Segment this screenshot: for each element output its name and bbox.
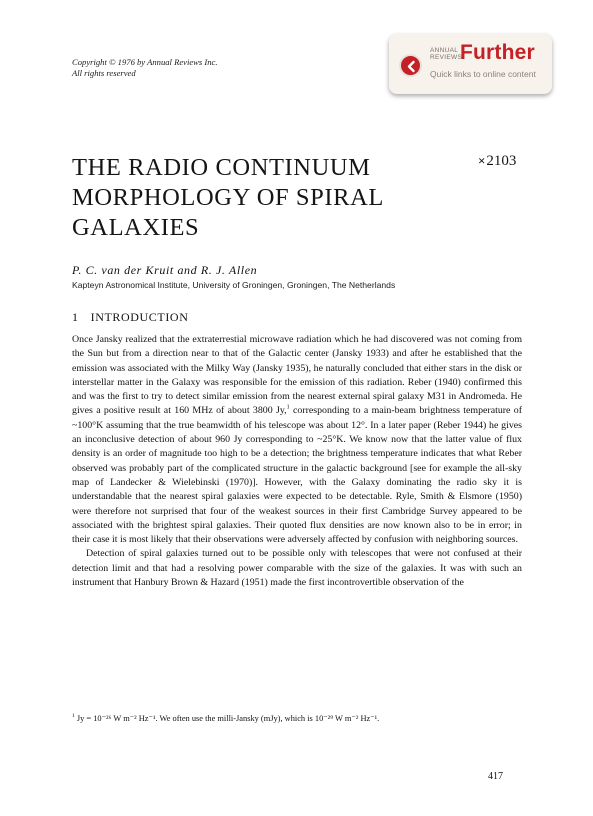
copyright-line-2: All rights reserved [72,68,136,78]
further-tagline: Quick links to online content [430,69,536,79]
section-heading [72,310,188,325]
section-number: 1 [72,310,79,324]
body-text [72,333,522,590]
copyright-line-1: Copyright © 1976 by Annual Reviews Inc. [72,57,218,67]
further-wordmark: Further [460,41,535,64]
footnote-mark: 1 [72,713,75,720]
authors: P. C. van der Kruit and R. J. Allen [72,263,258,277]
annual-reviews-brand: ANNUAL REVIEWS [430,47,463,61]
footnote-ref[interactable]: 1 [286,405,290,412]
code-number: 2103 [486,153,517,169]
code-mark: × [478,153,486,168]
document-code [478,153,516,170]
page-number: 417 [488,771,503,782]
footnote [72,713,522,725]
arrow-left-circle-icon [399,54,422,77]
article-title: THE RADIO CONTINUUM MORPHOLOGY OF SPIRAL GALAXIES [72,154,384,241]
copyright-notice [72,57,218,79]
paragraph-2: Detection of spiral galaxies turned out to be possible only with telescopes that were not confused at their detection limit and that had a resolving power comparable with the size of the galaxies. It was with such an instrument that Hanbury Brown & Hazard (1951) made the first incontrovertible observation of the [72,548,522,589]
paragraph-1: Once Jansky realized that the extraterrestial microwave radiation which he had discovered was not coming from the Sun but from a direction near to that of the Galactic center (Jansky 1933) and after he established that the emission was associated with the Milky Way (Jansky 1935), he naturally concluded that either stars in the disk or interstellar matter in the Galaxy was responsible for the emission of this radiation. Reber (1940) confirmed this and was the first to try to detect similar emission from the nearest external spiral galaxy M31 in Andromeda. He gives a positive result at 160 MHz of about 3800 Jy,$^1$ corresponding to a main-beam brightness temperature of ~100°K assuming that the true beamwidth of his telescope was about 12°. In a later paper (Reber 1944) he gives an inconclusive detection of about 960 Jy corresponding to ~25°K. We know now that the latter value of flux density is an order of magnitude too high to be a detection; the brightness temperature indicates that what Reber observed was probably part of the complicated structure in the galactic background [see for example the all-sky map of Landecker & Wielebinski (1970)]. However, with the Galaxy dominating the radio sky it is understandable that the nearest spiral galaxies were expected to be detectable. Ryle, Smith & Elsmore (1950) were therefore not surprised that four of the weakest sources in their first Cambridge Survey appeared to be associated with the brightest spiral galaxies. Their quoted flux densities are now known also to be in error; in their case it is most likely that their observations were adversely affected by confusion with neighboring sources. [72,334,522,546]
footnote-text: Jy = 10⁻²⁶ W m⁻² Hz⁻¹. We often use the milli-Jansky (mJy), which is 10⁻²⁹ W m⁻² Hz⁻¹. [76,714,380,723]
further-link-badge[interactable] [389,34,552,94]
section-title: INTRODUCTION [90,310,189,324]
affiliation: Kapteyn Astronomical Institute, University of Groningen, Groningen, The Netherlands [72,280,396,290]
